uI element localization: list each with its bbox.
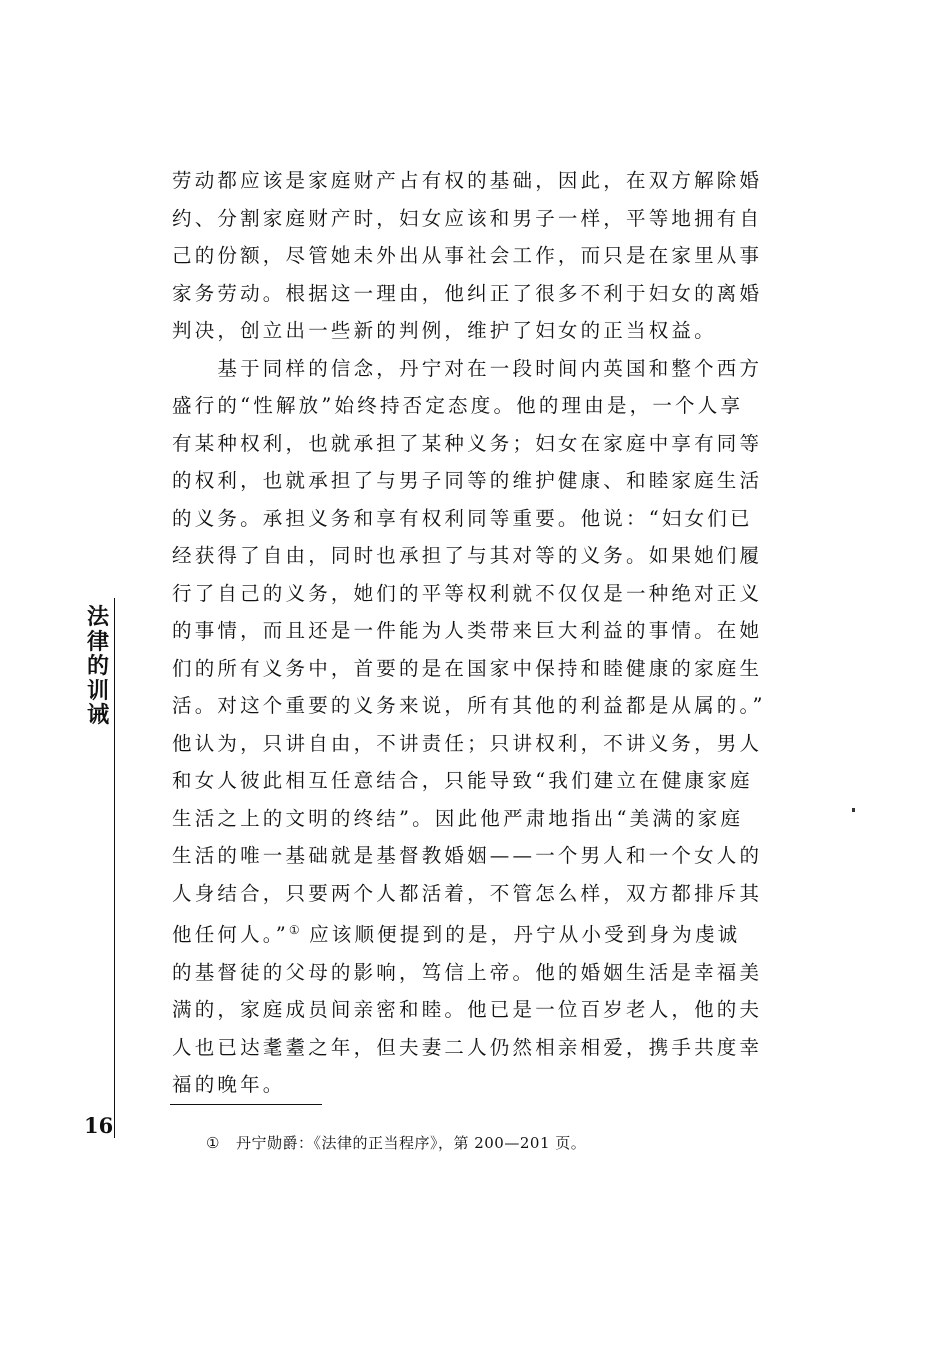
paragraph-1 — [172, 162, 794, 350]
text-line: 生活的唯一基础就是基督教婚姻——一个男人和一个女人的 — [172, 844, 763, 867]
text-line: 基于同样的信念，丹宁对在一段时间内英国和整个西方 — [172, 356, 763, 380]
text-line: 福的晚年。 — [172, 1073, 286, 1096]
text-line: 人身结合，只要两个人都活着，不管怎么样，双方都排斥其 — [172, 881, 763, 905]
footnote — [206, 1132, 586, 1153]
text-line: 活。对这个重要的义务来说，所有其他的利益都是从属的。” — [172, 694, 766, 717]
page-number: 16 — [84, 1113, 114, 1138]
text-line: 己的份额，尽管她未外出从事社会工作，而只是在家里从事 — [172, 244, 763, 267]
text-line: 的基督徒的父母的影响，笃信上帝。他的婚姻生活是幸福美 — [172, 960, 763, 984]
text-line: 生活之上的文明的终结”。因此他严肃地指出“美满的家庭 — [172, 806, 744, 830]
text-fragment: 应该顺便提到的是，丹宁从小受到身为虔诚 — [299, 923, 741, 946]
scan-speck — [852, 808, 855, 812]
text-line: 人也已达耄耋之年，但夫妻二人仍然相亲相爱，携手共度幸 — [172, 1035, 763, 1059]
text-line: 他认为，只讲自由，不讲责任；只讲权利，不讲义务，男人 — [172, 731, 763, 755]
footnote-rule — [170, 1104, 322, 1105]
text-line: 家务劳动。根据这一理由，他纠正了很多不利于妇女的离婚 — [172, 281, 763, 305]
text-line: 们的所有义务中，首要的是在国家中保持和睦健康的家庭生 — [172, 656, 763, 680]
text-line: 盛行的“性解放”始终持否定态度。他的理由是，一个人享 — [172, 394, 744, 417]
footnote-reference: ① — [288, 923, 300, 937]
text-fragment: 他任何人。” — [172, 923, 289, 946]
text-line: 的义务。承担义务和享有权利同等重要。他说：“妇女们已 — [172, 506, 753, 530]
text-line: 判决，创立出一些新的判例，维护了妇女的正当权益。 — [172, 319, 717, 342]
text-line: 经获得了自由，同时也承担了与其对等的义务。如果她们履 — [172, 544, 763, 567]
text-line: 的权利，也就承担了与男子同等的维护健康、和睦家庭生活 — [172, 469, 763, 492]
side-title: 法律的训诫 — [86, 605, 109, 728]
text-line: 和女人彼此相互任意结合，只能导致“我们建立在健康家庭 — [172, 769, 753, 792]
text-line: 的事情，而且还是一件能为人类带来巨大利益的事情。在她 — [172, 619, 763, 642]
text-line: 有某种权利，也就承担了某种义务；妇女在家庭中享有同等 — [172, 431, 763, 455]
side-divider-rule — [114, 598, 115, 1138]
text-line: 满的，家庭成员间亲密和睦。他已是一位百岁老人，他的夫 — [172, 998, 763, 1021]
paragraph-2 — [172, 350, 794, 1104]
footnote-text: 丹宁勋爵：《法律的正当程序》，第 200—201 页。 — [235, 1134, 587, 1152]
text-line: 约、分割家庭财产时，妇女应该和男子一样，平等地拥有自 — [172, 206, 763, 230]
footnote-marker: ① — [206, 1134, 220, 1152]
text-line-with-footnote-ref — [172, 912, 794, 954]
body-text — [172, 162, 794, 1104]
text-line: 行了自己的义务，她们的平等权利就不仅仅是一种绝对正义 — [172, 581, 763, 605]
text-line: 劳动都应该是家庭财产占有权的基础，因此，在双方解除婚 — [172, 169, 763, 192]
